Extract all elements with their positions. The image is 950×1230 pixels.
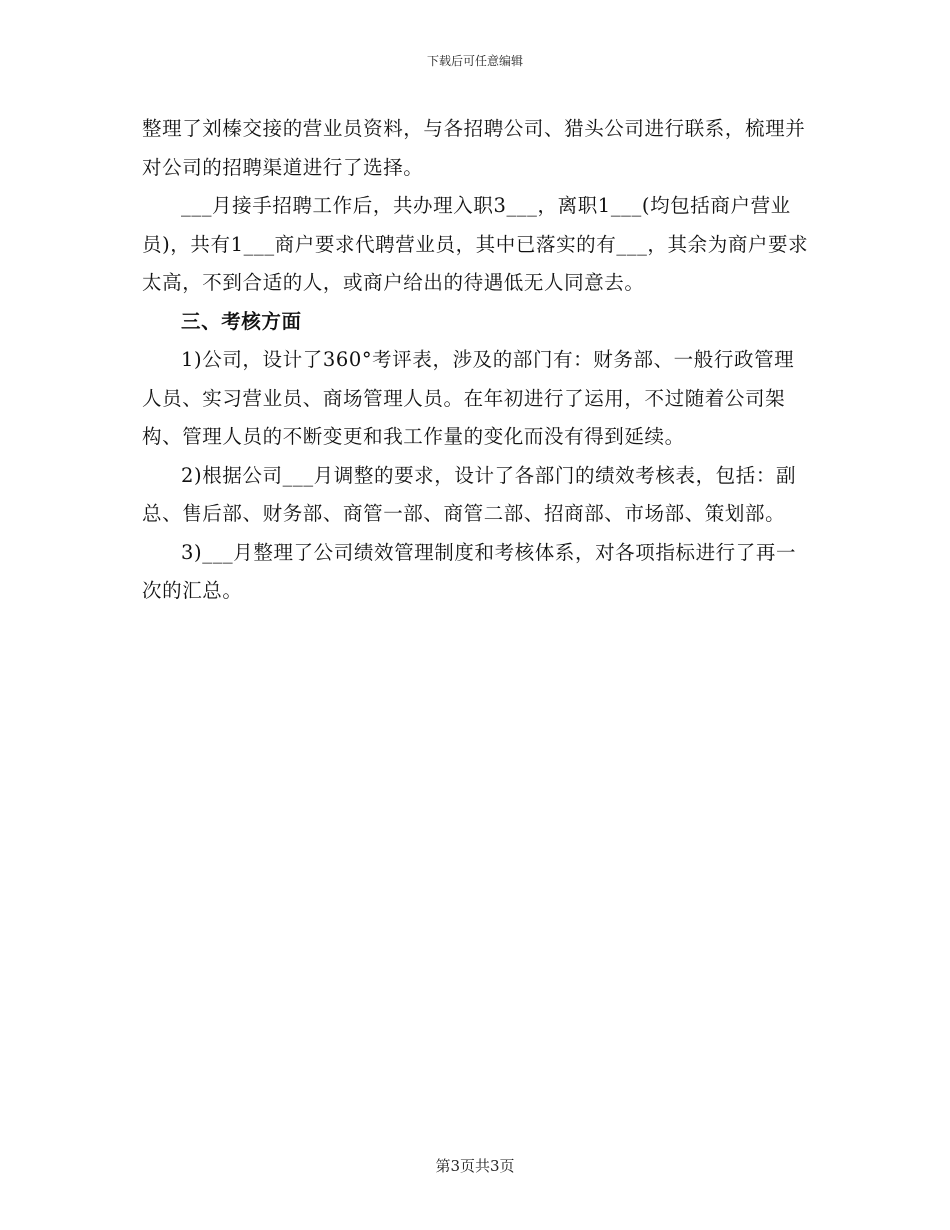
paragraph-recruitment-summary: ___月接手招聘工作后，共办理入职3___，离职1___(均包括商户营业员)，共有1___商户要求代聘营业员，其中已落实的有___，其余为商户要求太高，不到合适的人，或商户给出的待遇低无人同意去。 [142, 194, 809, 294]
page-footer: 第3页共3页 [435, 1157, 515, 1175]
paragraph-recruitment-materials: 整理了刘榛交接的营业员资料，与各招聘公司、猎头公司进行联系，梳理并对公司的招聘渠道进行了选择。 [142, 117, 806, 179]
page-header: 下载后可任意编辑 [426, 54, 523, 68]
list-item-assessment-2: 2)根据公司___月调整的要求，设计了各部门的绩效考核表，包括：副总、售后部、财务部、商管一部、商管二部、招商部、市场部、策划部。 [142, 463, 797, 525]
section-heading-assessment: 三、考核方面 [181, 309, 302, 333]
list-item-assessment-1: 1)公司，设计了360°考评表，涉及的部门有：财务部、一般行政管理人员、实习营业员、商场管理人员。在年初进行了运用，不过随着公司架构、管理人员的不断变更和我工作量的变化而没有得到延续。 [142, 348, 795, 448]
list-item-assessment-3: 3)___月整理了公司绩效管理制度和考核体系，对各项指标进行了再一次的汇总。 [142, 540, 797, 602]
document-body [142, 110, 812, 611]
